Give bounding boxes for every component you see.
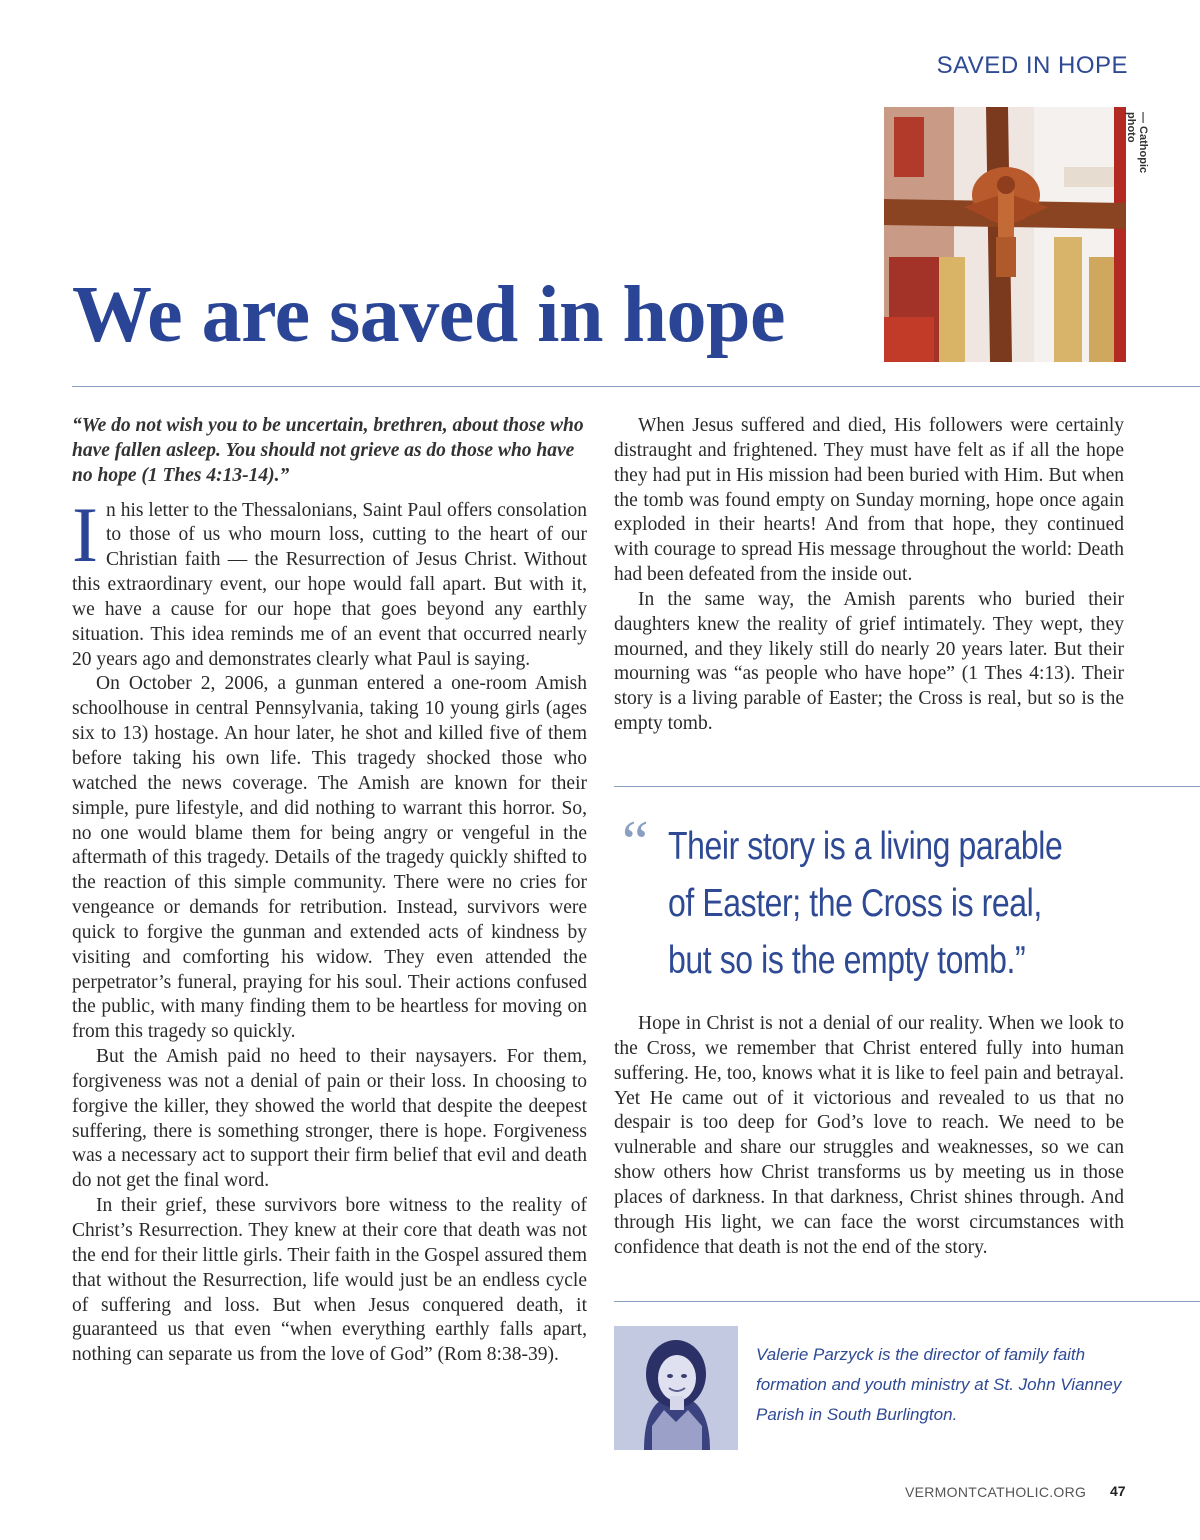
author-portrait [614,1326,738,1450]
paragraph: But the Amish paid no heed to their naysayers. For them, forgiveness was not a denial of pain or their loss. In choosing to forgive the killer, they showed the world that despite the deepest suffering, there is something stronger, there is hope. Forgiveness was a necessary act to support their firm belief that evil and death do not get the final word. [72,1046,587,1192]
paragraph-text: n his letter to the Thessalonians, Saint Paul offers consolation to those of us who mourn loss, cutting to the heart of our Christian faith — the Resurrection of Jesus Christ. Without this extraordinary event, our hope would fall apart. But with it, we have a cause for our hope that goes beyond any earthly situation. This idea reminds me of an event that occurred nearly 20 years ago and demonstrates clearly what Paul is saying. [72,499,587,670]
footer-website: VERMONTCATHOLIC.ORG [905,1484,1087,1500]
headline: We are saved in hope [72,271,786,359]
paragraph: In the same way, the Amish parents who buried their daughters knew the reality of grief intimately. They wept, they mourned, and they likely still do nearly 20 years later. But their mourning was “as people who have hope” (1 Thes 4:13). Their story is a living parable of Easter; the Cross is real, but so is the empty tomb. [614,588,1124,735]
headline-divider [72,386,1200,387]
section-label: SAVED IN HOPE [936,52,1128,79]
paragraph: When Jesus suffered and died, His followers were certainly distraught and frightened. They must have felt as if all the hope they had put in His mission had been buried with Him. But when the tomb was found empty on Sunday morning, hope once again exploded in their hearts! And from that hope, they continued with courage to spread His message throughout the world: Death had been defeated from the inside out. [614,415,1124,586]
pull-quote-top-rule [614,786,1200,787]
right-column-top [614,414,1124,737]
author-bio: Valerie Parzyck is the director of family faith formation and youth ministry at St. John Vianney Parish in South Burlington. [756,1345,1122,1424]
pull-quote-text [668,818,1160,989]
bio-top-rule [614,1301,1200,1302]
paragraph [72,490,587,673]
paragraph: On October 2, 2006, a gunman entered a one-room Amish schoolhouse in central Pennsylvania, taking 10 young girls (ages six to 13) hostage. An hour later, he shot and killed five of them before taking his own life. This tragedy shocked those who watched the news coverage. The Amish are known for their simple, pure lifestyle, and did nothing to warrant this horror. So, no one would blame them for being angry or vengeful in the aftermath of this tragedy. Details of the tragedy quickly shifted to the reaction of this simple community. There were no cries for vengeance or demands for retribution. Instead, survivors were quick to forgive the gunman and extended acts of kindness by visiting and comforting his widow. They even attended the perpetrator’s funeral, praying for his soul. Their actions confused the public, with many finding them to be heartless for moving on from this tragedy so quickly. [72,673,587,1043]
left-column [72,414,587,1368]
pull-quote-line: of Easter; the Cross is real, [668,882,1042,925]
pull-quote-line: but so is the empty tomb.” [668,939,1026,982]
drop-cap: I [72,490,98,578]
pull-quote [614,809,1174,987]
page-number: 47 [1110,1483,1126,1499]
quote-mark-icon: “ [622,809,649,875]
pull-quote-line: Their story is a living parable [668,825,1063,868]
paragraph: In their grief, these survivors bore witness to the reality of Christ’s Resurrection. They knew at their core that death was not the end for their little girls. Their faith in the Gospel assured them that without the Resurrection, life would just be an endless cycle of suffering and loss. But when Jesus conquered death, it guaranteed us that even “when everything earthly falls apart, nothing can separate us from the love of God” (Rom 8:38-39). [72,1195,587,1366]
paragraph: Hope in Christ is not a denial of our reality. When we look to the Cross, we remember that Christ entered fully into human suffering. He, too, knows what it is like to feel pain and betrayal. Yet He came out of it victorious and revealed to us that no despair is too deep for God’s love to reach. We need to be vulnerable and share our struggles and weaknesses, so we can show others how Christ transforms us by meeting us in those places of darkness. In that darkness, Christ shines through. And through His light, we can face the worst circumstances with confidence that death is not the end of the story. [614,1013,1124,1258]
crucifix-photo [884,107,1126,362]
epigraph: “We do not wish you to be uncertain, brethren, about those who have fallen asleep. You should not grieve as do those who have no hope (1 Thes 4:13-14).” [72,415,584,486]
photo-credit: — Cathopic photo [1125,112,1149,174]
right-column-bottom [614,1012,1124,1260]
